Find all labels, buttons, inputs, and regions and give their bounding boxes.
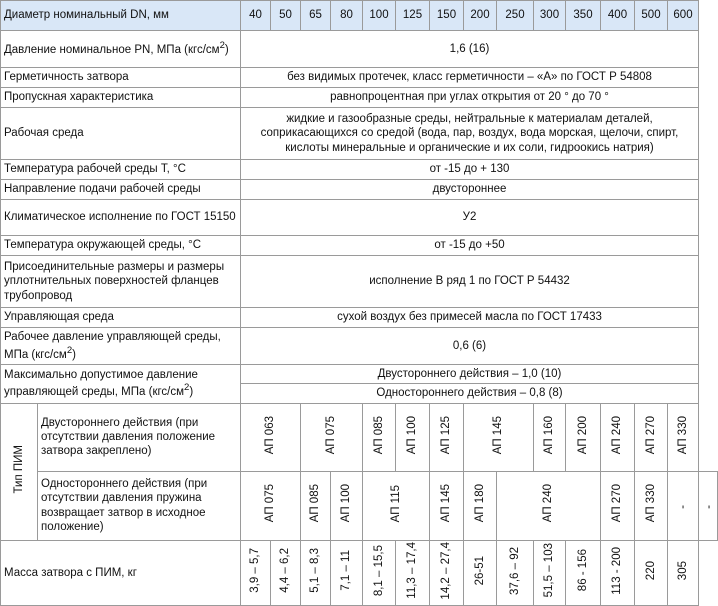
pim-double-cell: АП 330 <box>668 403 699 471</box>
row-pn-label: Давление номинальное PN, МПа $(кгс/см^2)$ <box>1 31 241 68</box>
pim-double-cell: АП 063 <box>241 403 301 471</box>
pim-double-cell: АП 075 <box>301 403 363 471</box>
row-connection <box>1 256 718 308</box>
header-dn-150: 150 <box>430 1 464 31</box>
row-mass-label: Масса затвора с ПИМ, кг <box>1 540 241 605</box>
pim-single-cell: АП 100 <box>331 471 363 540</box>
mass-cell: 86 - 156 <box>566 540 601 605</box>
header-dn-100: 100 <box>363 1 396 31</box>
row-temp-label: Температура рабочей среды Т, °С <box>1 160 241 180</box>
row-flow-label: Пропускная характеристика <box>1 88 241 108</box>
header-row <box>1 1 718 31</box>
row-control-medium-value: сухой воздух без примесей масла по ГОСТ 17433 <box>241 308 699 328</box>
pim-double-cell: АП 270 <box>635 403 668 471</box>
row-mass <box>1 540 718 605</box>
mass-cell: 26-51 <box>464 540 497 605</box>
row-max-pressure-label: Максимально допустимое давление управляющей среды, МПа $(кгс/см^2)$ <box>1 365 241 404</box>
header-dn-300: 300 <box>534 1 566 31</box>
row-pn <box>1 31 718 68</box>
pim-single-cell: - <box>668 471 699 540</box>
pim-single-cell: - <box>699 471 718 540</box>
row-direction-value: двустороннее <box>241 180 699 200</box>
pim-double-cell: АП 125 <box>430 403 464 471</box>
pim-double-cell: АП 240 <box>601 403 635 471</box>
mass-cell: 51,5 – 103 <box>534 540 566 605</box>
mass-cell: 5,1 – 8,3 <box>301 540 331 605</box>
mass-cell: 7,1 – 11 <box>331 540 363 605</box>
mass-cell: 8,1 – 15,5 <box>363 540 396 605</box>
mass-cell: 220 <box>635 540 668 605</box>
row-direction <box>1 180 718 200</box>
header-dn-label: Диаметр номинальный DN, мм <box>1 1 241 31</box>
mass-cell: 4,4 – 6,2 <box>271 540 301 605</box>
row-control-pressure <box>1 328 718 365</box>
row-ambient <box>1 236 718 256</box>
row-pim-single <box>1 471 718 540</box>
row-ambient-value: от -15 до +50 <box>241 236 699 256</box>
pim-double-cell: АП 160 <box>534 403 566 471</box>
row-climate <box>1 200 718 236</box>
mass-cell: 305 <box>668 540 699 605</box>
header-dn-350: 350 <box>566 1 601 31</box>
pim-single-cell: АП 115 <box>363 471 430 540</box>
row-temp <box>1 160 718 180</box>
row-control-medium <box>1 308 718 328</box>
header-dn-65: 65 <box>301 1 331 31</box>
pim-single-cell: АП 180 <box>464 471 497 540</box>
pim-double-cell: АП 200 <box>566 403 601 471</box>
row-connection-label: Присоединительные размеры и размеры уплотнительных поверхностей фланцев трубопровод <box>1 256 241 308</box>
row-climate-label: Климатическое исполнение по ГОСТ 15150 <box>1 200 241 236</box>
row-tightness <box>1 68 718 88</box>
header-dn-40: 40 <box>241 1 271 31</box>
row-flow <box>1 88 718 108</box>
row-direction-label: Направление подачи рабочей среды <box>1 180 241 200</box>
row-pn-value: 1,6 (16) <box>241 31 699 68</box>
pim-double-cell: АП 085 <box>363 403 396 471</box>
pim-double-cell: АП 145 <box>464 403 534 471</box>
header-dn-500: 500 <box>635 1 668 31</box>
header-dn-400: 400 <box>601 1 635 31</box>
pim-group-label: Тип ПИМ <box>1 403 38 540</box>
row-medium-label: Рабочая среда <box>1 108 241 160</box>
row-flow-value: равнопроцентная при углах открытия от 20 ° до 70 ° <box>241 88 699 108</box>
row-control-medium-label: Управляющая среда <box>1 308 241 328</box>
pim-single-label: Одностороннего действия (при отсутствии давления пружина возвращает затвор в исходное положение) <box>38 471 241 540</box>
row-control-pressure-label: Рабочее давление управляющей среды, МПа $(кгс/см^2)$ <box>1 328 241 365</box>
row-tightness-label: Герметичность затвора <box>1 68 241 88</box>
header-dn-125: 125 <box>396 1 430 31</box>
header-dn-50: 50 <box>271 1 301 31</box>
row-control-pressure-value: 0,6 (6) <box>241 328 699 365</box>
row-medium <box>1 108 718 160</box>
pim-single-cell: АП 145 <box>430 471 464 540</box>
row-max-pressure <box>1 365 718 404</box>
mass-cell: 37,6 – 92 <box>497 540 534 605</box>
row-max-pressure-value <box>241 365 699 404</box>
pim-single-cell: АП 240 <box>497 471 601 540</box>
row-climate-value: У2 <box>241 200 699 236</box>
header-dn-250: 250 <box>497 1 534 31</box>
pim-single-cell: АП 085 <box>301 471 331 540</box>
pim-single-cell: АП 075 <box>241 471 301 540</box>
max-pressure-double: Двустороннего действия – 1,0 (10) <box>377 368 562 380</box>
mass-cell: 14,2 – 27,4 <box>430 540 464 605</box>
header-dn-200: 200 <box>464 1 497 31</box>
pim-single-cell: АП 330 <box>635 471 668 540</box>
mass-cell: 113 - 200 <box>601 540 635 605</box>
header-dn-600: 600 <box>668 1 699 31</box>
row-connection-value: исполнение В ряд 1 по ГОСТ Р 54432 <box>241 256 699 308</box>
row-pim-double <box>1 403 718 471</box>
row-medium-value: жидкие и газообразные среды, нейтральные к материалам деталей, соприкасающихся со средой (вода, пар, воздух, вода морская, щелочи, спирт, кислоты минеральные и органические и их соли, гидроокись натрия) <box>241 108 699 160</box>
pim-double-cell: АП 100 <box>396 403 430 471</box>
row-temp-value: от -15 до + 130 <box>241 160 699 180</box>
header-dn-80: 80 <box>331 1 363 31</box>
row-tightness-value: без видимых протечек, класс герметичности – «А» по ГОСТ Р 54808 <box>241 68 699 88</box>
max-pressure-single: Одностороннего действия – 0,8 (8) <box>241 383 698 402</box>
mass-cell: 11,3 – 17,4 <box>396 540 430 605</box>
mass-cell: 3,9 – 5,7 <box>241 540 271 605</box>
pim-single-cell: АП 270 <box>601 471 635 540</box>
row-ambient-label: Температура окружающей среды, °С <box>1 236 241 256</box>
pim-double-label: Двустороннего действия (при отсутствии давления положение затвора закреплено) <box>38 403 241 471</box>
